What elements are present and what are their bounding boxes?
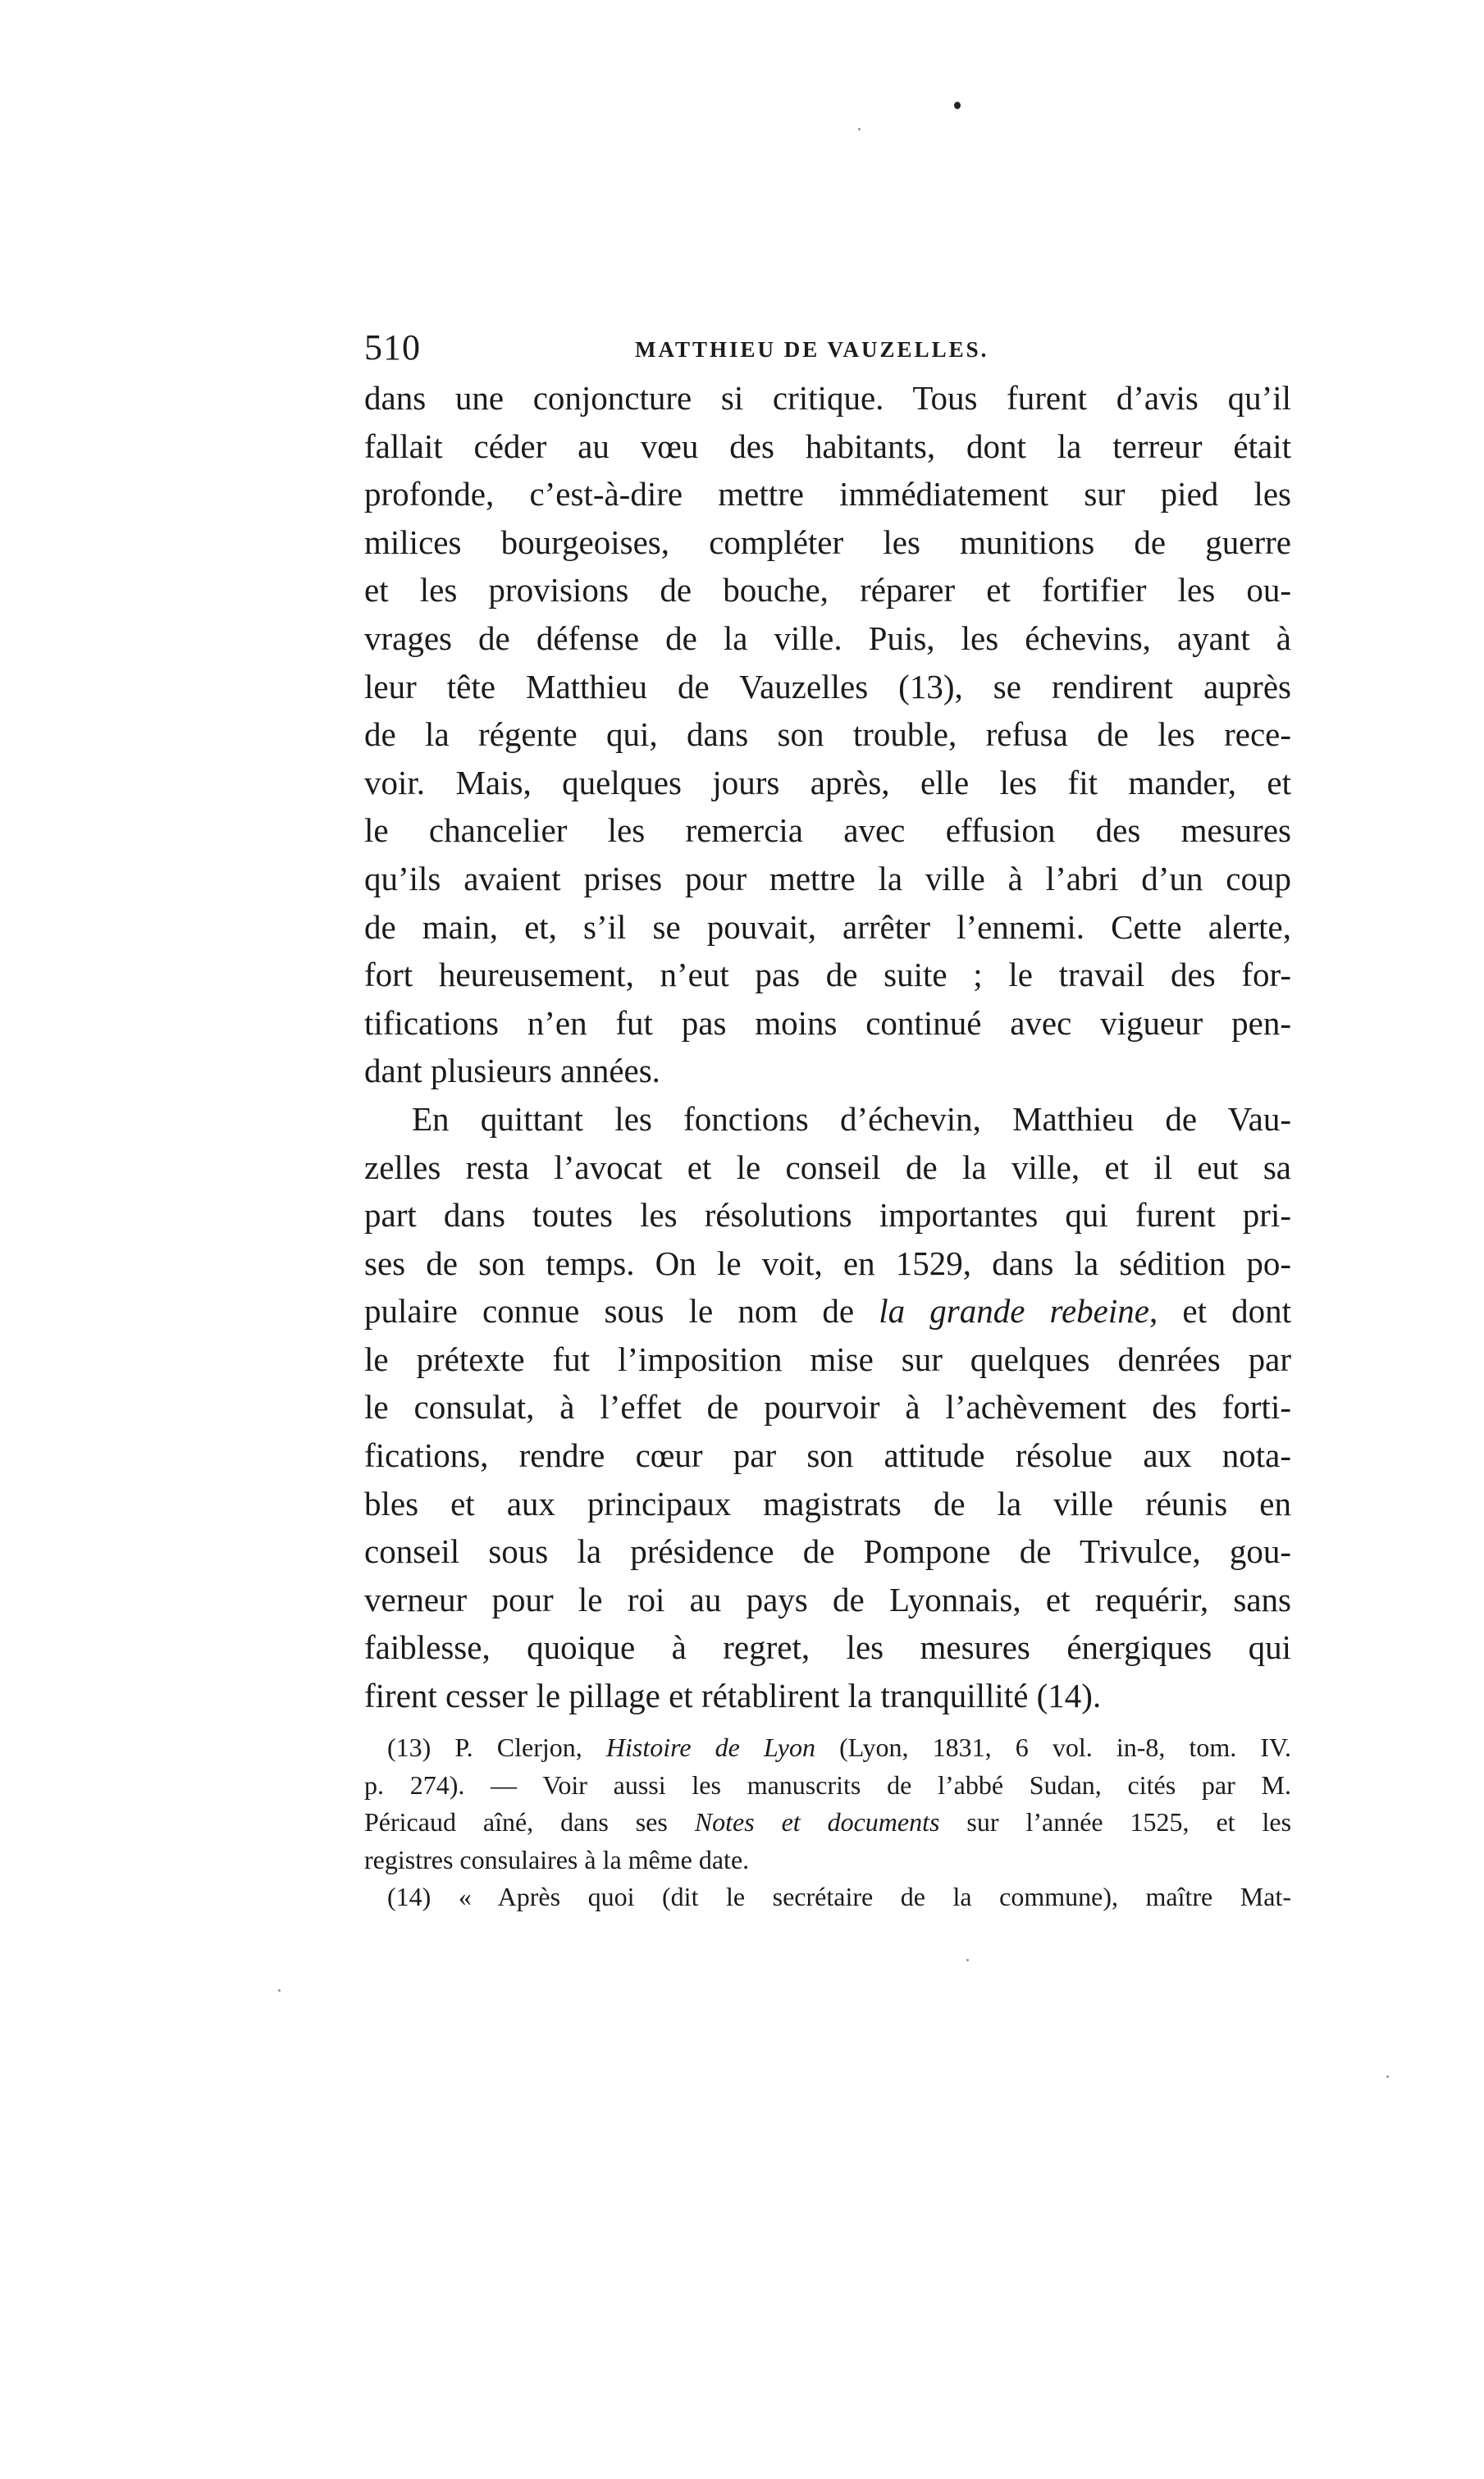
print-speck	[858, 128, 861, 130]
body-line: bles et aux principaux magistrats de la ville réunis en	[364, 1484, 1291, 1523]
body-line: tifications n’en fut pas moins continué avec vigueur pen-	[364, 1003, 1291, 1042]
page-number: 510	[364, 327, 421, 368]
body-text	[364, 374, 1291, 1720]
body-line: fications, rendre cœur par son attitude résolue aux nota-	[364, 1436, 1291, 1475]
body-line: dans une conjoncture si critique. Tous furent d’avis qu’il	[364, 379, 1291, 417]
body-line: voir. Mais, quelques jours après, elle les fit mander, et	[364, 763, 1291, 801]
body-line: milices bourgeoises, compléter les munitions de guerre	[364, 523, 1291, 561]
footnote-line: Péricaud aîné, dans ses Notes et documents sur l’année 1525, et les	[364, 1807, 1292, 1837]
body-line: conseil sous la présidence de Pompone de Trivulce, gou-	[364, 1532, 1291, 1571]
body-line: de main, et, s’il se pouvait, arrêter l’ennemi. Cette alerte,	[364, 907, 1291, 946]
body-line: fallait céder au vœu des habitants, dont la terreur était	[364, 427, 1291, 465]
body-line: de la régente qui, dans son trouble, refusa de les rece-	[364, 715, 1291, 754]
running-title: MATTHIEU DE VAUZELLES.	[635, 337, 989, 362]
body-line: fort heureusement, n’eut pas de suite ; le travail des for-	[364, 956, 1291, 994]
print-speck	[1386, 2075, 1389, 2078]
body-line: ses de son temps. On le voit, en 1529, dans la sédition po-	[364, 1244, 1291, 1282]
body-line: profonde, c’est-à-dire mettre immédiatement sur pied les	[364, 475, 1291, 514]
body-line: le chancelier les remercia avec effusion des mesures	[364, 811, 1291, 850]
body-line: zelles resta l’avocat et le conseil de la ville, et il eut sa	[364, 1148, 1291, 1186]
body-line: dant plusieurs années.	[364, 1052, 660, 1090]
print-speck	[278, 1989, 281, 1992]
footnote-line: p. 274). — Voir aussi les manuscrits de l’abbé Sudan, cités par M.	[364, 1769, 1291, 1800]
body-line: et les provisions de bouche, réparer et fortifier les ou-	[364, 571, 1291, 609]
body-line: part dans toutes les résolutions importantes qui furent pri-	[364, 1196, 1291, 1235]
body-line: vrages de défense de la ville. Puis, les échevins, ayant à	[364, 619, 1291, 657]
running-head	[364, 326, 1291, 376]
body-line: faiblesse, quoique à regret, les mesures énergiques qui	[364, 1628, 1291, 1667]
footnote-line: registres consulaires à la même date.	[364, 1844, 750, 1874]
footnotes	[364, 1729, 1291, 1916]
print-speck	[966, 1959, 969, 1961]
body-line: pulaire connue sous le nom de la grande rebeine, et dont	[364, 1292, 1291, 1331]
body-line: leur tête Matthieu de Vauzelles (13), se rendirent auprès	[364, 667, 1291, 705]
body-line: le prétexte fut l’imposition mise sur quelques denrées par	[364, 1340, 1291, 1378]
footnote-line: (13) P. Clerjon, Histoire de Lyon (Lyon, 1831, 6 vol. in-8, tom. IV.	[387, 1733, 1292, 1762]
body-line: En quittant les fonctions d’échevin, Matthieu de Vau-	[412, 1099, 1291, 1138]
body-line: le consulat, à l’effet de pourvoir à l’achèvement des forti-	[364, 1388, 1291, 1427]
footnote-line: (14) « Après quoi (dit le secrétaire de la commune), maître Mat-	[387, 1882, 1291, 1911]
body-line: qu’ils avaient prises pour mettre la ville à l’abri d’un coup	[364, 859, 1291, 897]
body-line: firent cesser le pillage et rétablirent la tranquillité (14).	[364, 1677, 1102, 1715]
print-speck	[954, 102, 961, 109]
body-line: verneur pour le roi au pays de Lyonnais, et requérir, sans	[364, 1580, 1291, 1618]
